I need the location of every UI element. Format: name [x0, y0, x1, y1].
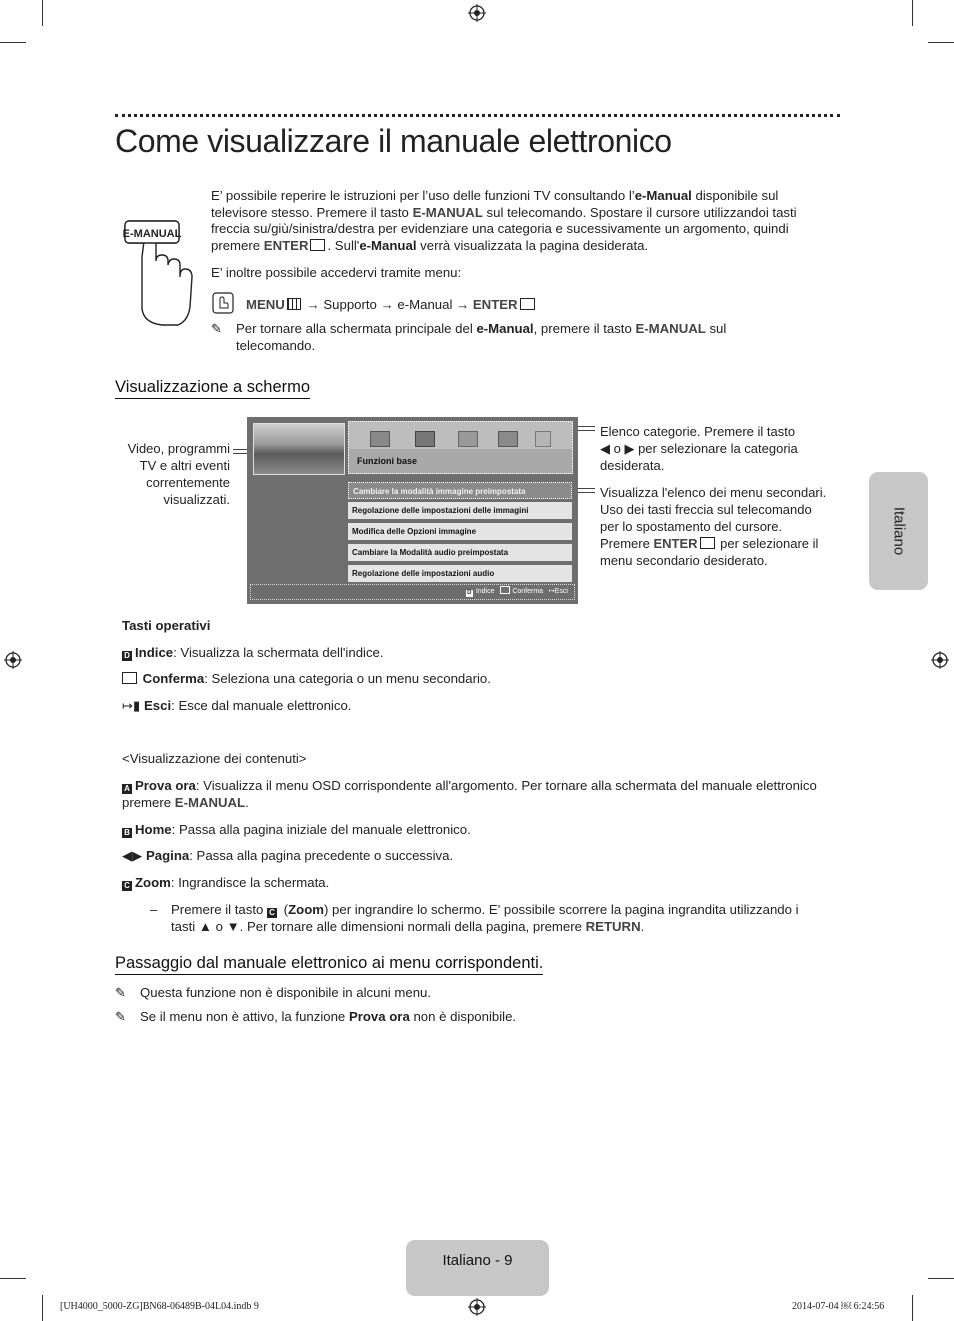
- up-arrow-icon: ▲: [198, 918, 212, 934]
- d-key-icon: D: [122, 651, 132, 661]
- enter-icon: [310, 239, 325, 251]
- intro-menu-access: E’ inoltre possibile accedervi tramite menu:: [211, 265, 462, 280]
- language-side-tab: Italiano: [869, 472, 928, 590]
- section-heading-passage: Passaggio dal manuale elettronico ai menu corrispondenti.: [115, 954, 543, 975]
- menu-hand-icon: [212, 292, 234, 314]
- leader-line: [578, 426, 595, 427]
- crop-mark: [928, 1278, 954, 1279]
- a-key-icon: A: [122, 784, 132, 794]
- crop-mark: [928, 42, 954, 43]
- content-try-now: A Prova ora: Visualizza il menu OSD corrispondente all'argomento. Per tornare alla schermata del manuale elettronico premere E-MANUAL.: [122, 778, 817, 810]
- crop-mark: [912, 0, 913, 26]
- tv-menu-item: Modifica delle Opzioni immagine: [348, 523, 572, 540]
- crop-mark: [0, 42, 26, 43]
- exit-icon: ↦▮: [122, 698, 141, 713]
- enter-icon: [700, 537, 715, 549]
- down-arrow-icon: ▼: [226, 918, 240, 934]
- passage-note-1: Questa funzione non è disponibile in alcuni menu.: [140, 985, 432, 1000]
- video-preview: [253, 423, 345, 475]
- tv-menu-item: Regolazione delle impostazioni audio: [348, 565, 572, 582]
- contents-heading: <Visualizzazione dei contenuti>: [122, 751, 307, 766]
- tv-icon: [370, 431, 390, 447]
- tv-menu-item: Cambiare la modalità immagine preimpostata: [348, 482, 572, 499]
- leader-line: [578, 488, 595, 489]
- right-arrow-icon: ▶: [624, 441, 635, 456]
- operating-keys-heading: Tasti operativi: [122, 618, 211, 633]
- menu-path: MENU → Supporto → e-Manual → ENTER: [246, 297, 537, 314]
- left-right-arrow-icon: ◀▶: [122, 848, 143, 863]
- confirm-key-icon: [500, 586, 510, 594]
- note-pencil-icon: ✎: [115, 985, 127, 1000]
- enter-icon: [520, 298, 535, 310]
- crop-mark: [42, 0, 43, 26]
- annotation-category-list: Elenco categorie. Premere il tasto ◀ o ▶ per selezionare la categoria desiderata.: [600, 424, 798, 473]
- leader-line: [578, 430, 595, 431]
- registration-mark-icon: [931, 651, 949, 669]
- op-key-exit: ↦▮ Esci: Esce dal manuale elettronico.: [122, 698, 352, 713]
- registration-mark-icon: [468, 1298, 486, 1316]
- title-divider: [115, 114, 840, 117]
- b-key-icon: B: [122, 828, 132, 838]
- index-key-icon: D: [467, 590, 472, 596]
- op-key-index: D Indice: Visualizza la schermata dell'indice.: [122, 645, 384, 662]
- enter-icon: [122, 672, 137, 684]
- section-heading-screen: Visualizzazione a schermo: [115, 378, 310, 399]
- crop-mark: [0, 1278, 26, 1279]
- tv-category-label: Funzioni base: [357, 456, 418, 466]
- tv-bottom-bar: D Indice Conferma ↦Esci: [250, 584, 575, 600]
- category-icons: [360, 427, 560, 449]
- zoom-detail: Premere il tasto C (Zoom) per ingrandire lo schermo. E' possibile scorrere la pagina ingrandita utilizzando i tasti ▲ o ▼. Per tornare alle dimensioni normali della pagina, premere RETURN.: [171, 902, 799, 934]
- intro-paragraph: E’ possibile reperire le istruzioni per l’uso delle funzioni TV consultando l’e-Manual disponibile sul televisore stesso. Premere il tasto E-MANUAL sul telecomando. Spostare il cursore utilizzandoi tasti freccia su/giù/sinistra/destra per evidenziare una categoria e sucessivamente un argomento, quindi premere ENTER . Sull'e-Manual verrà visualizzata la pagina desiderata.: [211, 188, 797, 253]
- annotation-video: Video, programmi TV e altri eventi correntemente visualizzati.: [127, 441, 230, 507]
- zoom-dash: –: [150, 902, 158, 917]
- c-key-icon: C: [267, 908, 277, 918]
- leader-line: [578, 492, 595, 493]
- footer-file-info: [UH4000_5000-ZG]BN68-06489B-04L04.indb 9: [60, 1301, 259, 1312]
- crop-mark: [912, 1295, 913, 1321]
- page-number-badge: Italiano - 9: [406, 1240, 549, 1296]
- remote-button-label: E-MANUAL: [122, 228, 182, 240]
- content-zoom: C Zoom: Ingrandisce la schermata.: [122, 875, 329, 892]
- exit-key-icon: ↦: [548, 588, 555, 595]
- intro-note: Per tornare alla schermata principale del e-Manual, premere il tasto E-MANUAL sul telecomando.: [236, 321, 727, 353]
- tools-icon: [458, 431, 478, 447]
- menu-icon: [287, 298, 301, 310]
- tv-menu-item: Regolazione delle impostazioni delle immagini: [348, 502, 572, 519]
- help-icon: [535, 431, 551, 447]
- support-icon: [498, 431, 518, 447]
- op-key-confirm: Conferma: Seleziona una categoria o un menu secondario.: [122, 671, 491, 688]
- annotation-submenu: Visualizza l'elenco dei menu secondari. Uso dei tasti freccia sul telecomando per lo spostamento del cursore. Premere ENTER per selezionare il menu secondario desiderato.: [600, 485, 827, 568]
- settings-icon: [415, 431, 435, 447]
- footer-timestamp: 2014-07-04 ￼ 6:24:56: [792, 1301, 885, 1312]
- crop-mark: [42, 1295, 43, 1321]
- note-pencil-icon: ✎: [115, 1009, 127, 1024]
- left-arrow-icon: ◀: [600, 441, 610, 456]
- note-pencil-icon: ✎: [211, 321, 223, 336]
- registration-mark-icon: [468, 4, 486, 22]
- registration-mark-icon: [4, 651, 22, 669]
- content-page: ◀▶ Pagina: Passa alla pagina precedente o successiva.: [122, 848, 454, 863]
- content-home: B Home: Passa alla pagina iniziale del manuale elettronico.: [122, 822, 471, 839]
- page-title: Come visualizzare il manuale elettronico: [115, 123, 672, 159]
- tv-menu-item: Cambiare la Modalità audio preimpostata: [348, 544, 572, 561]
- remote-hand-illustration: [122, 215, 196, 327]
- c-key-icon: C: [122, 881, 132, 891]
- passage-note-2: Se il menu non è attivo, la funzione Prova ora non è disponibile.: [140, 1009, 517, 1024]
